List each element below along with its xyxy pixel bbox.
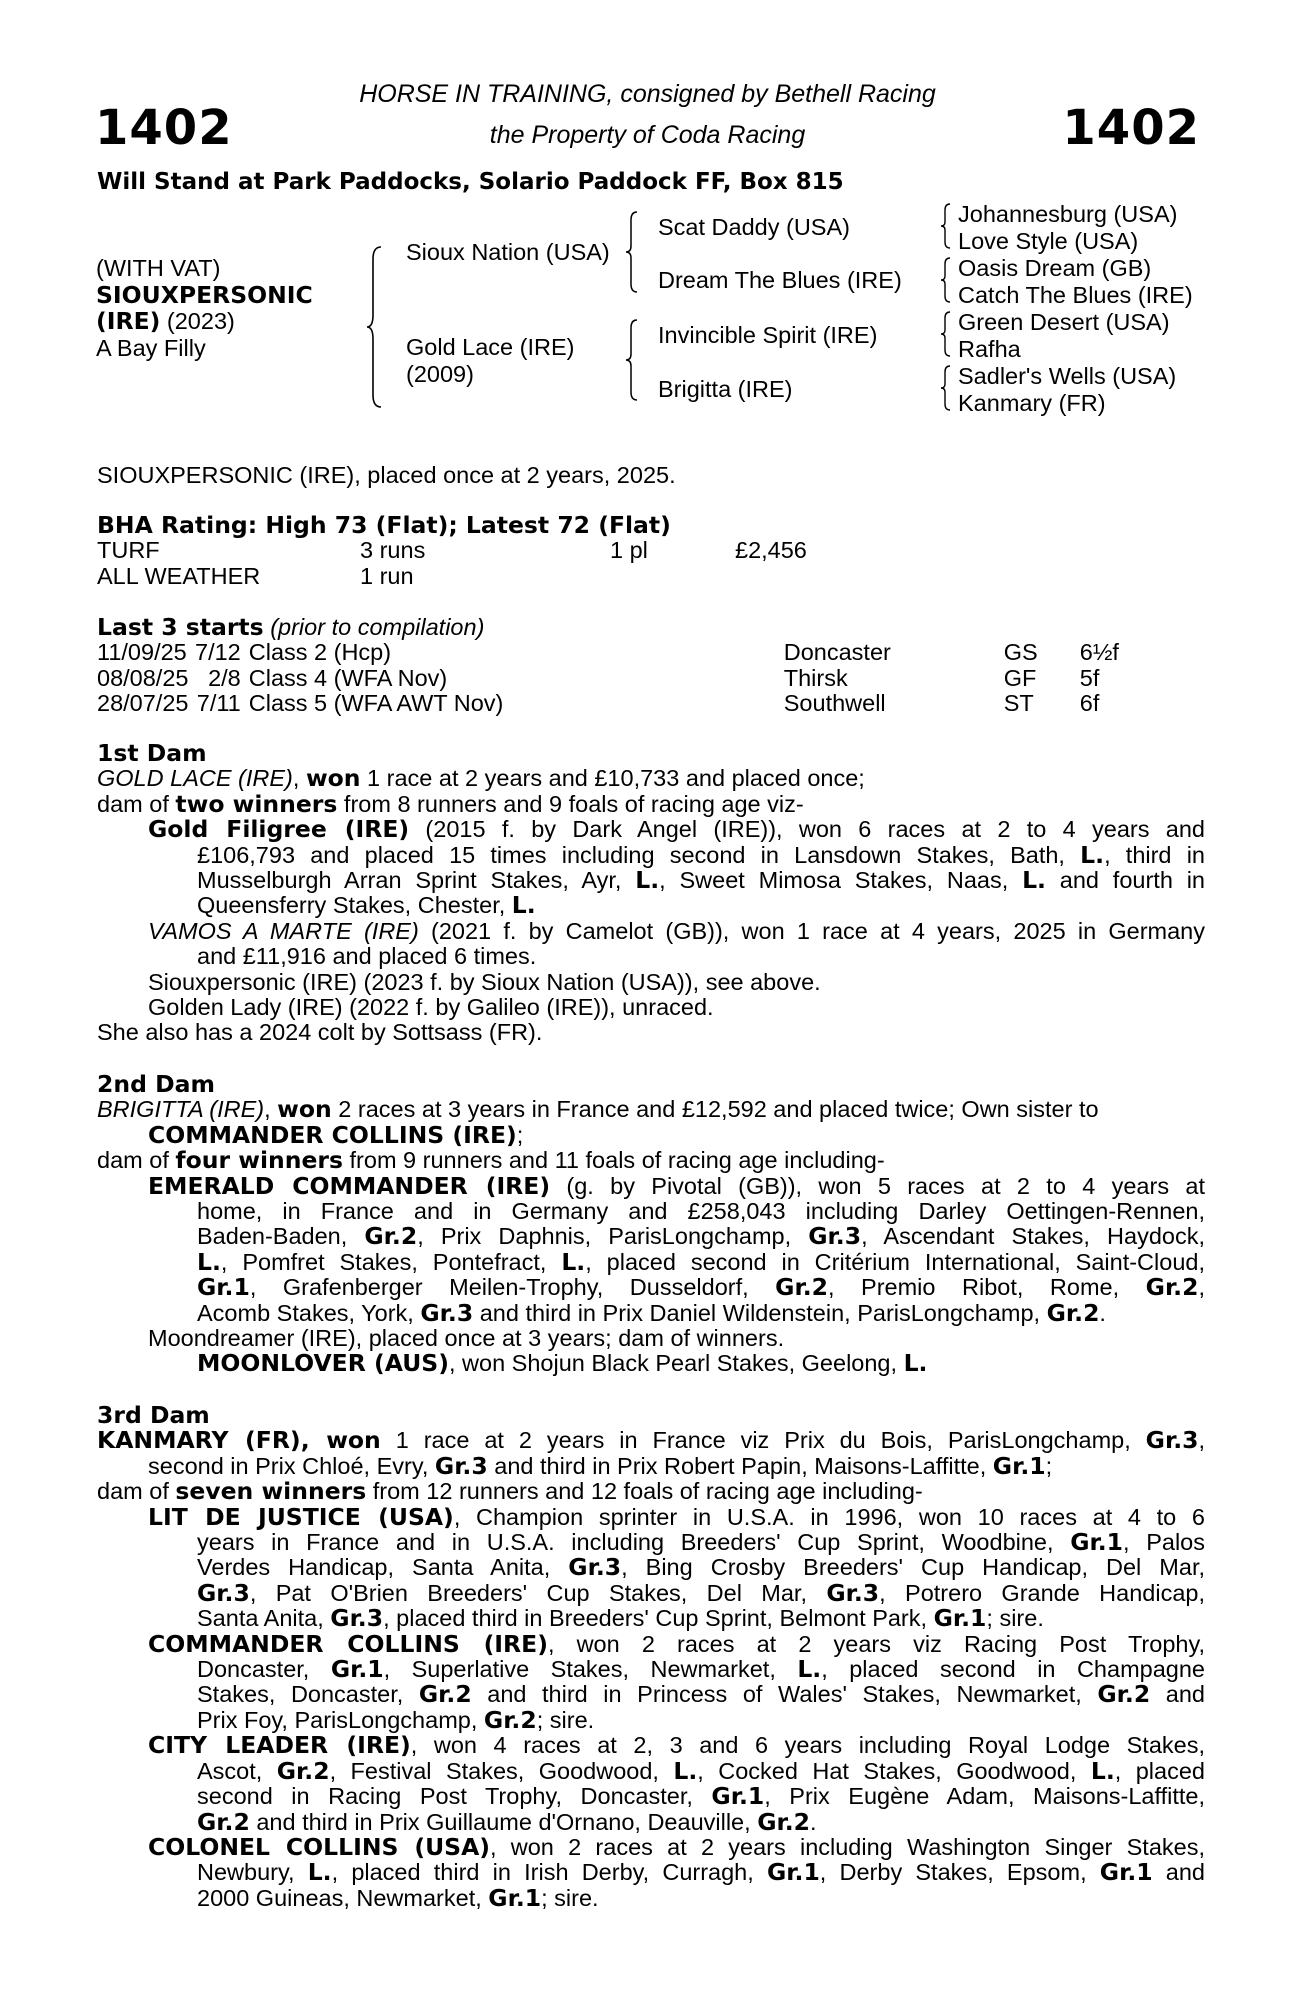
text: , xyxy=(1198,1274,1205,1301)
text: , won 2 races at 2 years viz Racing Post Trophy, xyxy=(547,1630,1205,1657)
dam-dam: Brigitta (IRE) xyxy=(658,376,793,402)
list-item-cont xyxy=(97,1705,1205,1734)
sire-sire: Scat Daddy (USA) xyxy=(658,214,850,240)
text: , Cocked Hat Stakes, Goodwood, xyxy=(697,1757,1091,1784)
list-item xyxy=(97,1171,1205,1200)
prize xyxy=(735,564,807,589)
ped-dds: Sadler's Wells (USA) xyxy=(958,363,1177,389)
produce-line xyxy=(97,1148,1205,1173)
text: . xyxy=(810,1808,817,1835)
won-label: won xyxy=(277,1095,332,1124)
grade: Gr.2 xyxy=(276,1756,330,1785)
list-item-cont xyxy=(97,1224,1205,1249)
grade: L. xyxy=(1080,840,1105,869)
text: , third in xyxy=(1104,841,1205,868)
brace-ss xyxy=(940,202,952,250)
grade: L. xyxy=(673,1756,698,1785)
grade: L. xyxy=(197,1247,221,1276)
brace-ds xyxy=(940,310,952,358)
section-heading: 3rd Dam xyxy=(97,1401,210,1429)
grade: Gr.2 xyxy=(483,1705,537,1734)
first-dam-section xyxy=(97,741,1205,1046)
produce-name: COLONEL COLLINS (USA) xyxy=(148,1832,490,1861)
start-race: Class 4 (WFA Nov) xyxy=(248,664,448,691)
grade: Gr.2 xyxy=(364,1222,418,1251)
text: 2000 Guineas, Newmarket, xyxy=(197,1884,489,1911)
grade: L. xyxy=(635,866,660,895)
table-row xyxy=(97,564,807,589)
grade: Gr.3 xyxy=(330,1604,384,1633)
text: £106,793 and placed 15 times including second in Lansdown Stakes, Bath, xyxy=(197,841,1081,868)
winners-count: four winners xyxy=(175,1146,343,1175)
start-date: 11/09/25 xyxy=(97,639,187,666)
table-row xyxy=(97,538,807,563)
text: , placed third in Irish Derby, Curragh, xyxy=(331,1859,767,1886)
sire-dam: Dream The Blues (IRE) xyxy=(658,267,902,293)
produce-name: CITY LEADER (IRE) xyxy=(148,1731,411,1760)
text: , Festival Stakes, Goodwood, xyxy=(329,1757,674,1784)
start-date: 08/08/25 xyxy=(97,664,189,691)
text: dam of xyxy=(97,1478,176,1505)
ped-dsd: Rafha xyxy=(958,336,1021,362)
grade: Gr.3 xyxy=(420,1298,474,1327)
ped-sdd: Catch The Blues (IRE) xyxy=(958,282,1193,308)
grade: L. xyxy=(797,1655,822,1684)
start-position: 2/8 xyxy=(208,664,241,691)
produce-line xyxy=(97,789,1205,818)
text: , xyxy=(1198,1427,1206,1454)
start-position: 7/12 xyxy=(195,639,241,666)
grade: Gr.1 xyxy=(992,1451,1046,1480)
text: and third in Prix Daniel Wildenstein, ParisLongchamp, xyxy=(473,1299,1047,1326)
horse-origin xyxy=(96,308,313,335)
produce-name: LIT DE JUSTICE (USA) xyxy=(148,1502,454,1531)
grade: L. xyxy=(561,1247,586,1276)
grade: Gr.1 xyxy=(197,1273,250,1302)
ped-ssd: Love Style (USA) xyxy=(958,228,1139,254)
text: , Ascendant Stakes, Haydock, xyxy=(861,1223,1205,1250)
list-item-cont xyxy=(97,1883,1205,1912)
list-item-cont xyxy=(97,1247,1205,1276)
text: , Derby Stakes, Epsom, xyxy=(819,1859,1100,1886)
grade: Gr.3 xyxy=(808,1222,862,1251)
produce-line xyxy=(97,1479,1205,1504)
text: ; sire. xyxy=(536,1706,595,1733)
text: and third in Prix Robert Papin, Maisons-Laffitte, xyxy=(487,1452,993,1479)
list-item xyxy=(97,1832,1205,1861)
table-row xyxy=(97,691,1119,716)
grade: Gr.2 xyxy=(1046,1298,1100,1327)
won-label: won xyxy=(326,1426,381,1455)
text: Prix Foy, ParisLongchamp, xyxy=(197,1706,484,1733)
grade: L. xyxy=(903,1349,928,1378)
text: Verdes Handicap, Santa Anita, xyxy=(197,1554,569,1581)
text: , placed third in Breeders' Cup Sprint, Belmont Park, xyxy=(383,1605,934,1632)
section-heading: 1st Dam xyxy=(97,739,207,767)
grade: Gr.1 xyxy=(766,1858,820,1887)
list-item xyxy=(97,1502,1205,1531)
stand-location: Will Stand at Park Paddocks, Solario Paddock FF, Box 815 xyxy=(97,169,844,195)
grade: Gr.1 xyxy=(1070,1528,1124,1557)
race-summary: SIOUXPERSONIC (IRE), placed once at 2 years, 2025. xyxy=(97,462,676,488)
text: Newbury, xyxy=(197,1859,308,1886)
text: dam of xyxy=(97,790,176,817)
list-item-cont xyxy=(97,1578,1205,1607)
grade: Gr.1 xyxy=(488,1883,542,1912)
text: (2021 f. by Camelot (GB)), won 1 race at 4 years, 2025 in Germany xyxy=(418,917,1206,944)
list-item xyxy=(97,1629,1205,1658)
text: . xyxy=(1099,1299,1106,1326)
grade: Gr.3 xyxy=(1145,1426,1199,1455)
text: and third in Princess of Wales' Stakes, Newmarket, xyxy=(471,1681,1098,1708)
ped-sds: Oasis Dream (GB) xyxy=(958,255,1152,281)
text: second in Racing Post Trophy, Doncaster, xyxy=(197,1783,712,1810)
list-item-cont xyxy=(97,1530,1205,1555)
list-item xyxy=(97,919,1205,944)
text: , xyxy=(264,1096,278,1123)
grade: Gr.2 xyxy=(775,1273,828,1302)
produce-name: MOONLOVER (AUS) xyxy=(197,1349,449,1378)
dam-line xyxy=(97,1097,1205,1122)
text: ; xyxy=(516,1121,524,1148)
last-starts-heading: Last 3 starts xyxy=(97,613,264,641)
list-item-cont xyxy=(97,1555,1205,1580)
text: , Prix Eugène Adam, Maisons-Laffitte, xyxy=(764,1783,1205,1810)
grade: Gr.2 xyxy=(757,1807,810,1836)
brace-sd xyxy=(940,256,952,304)
text: , Superlative Stakes, Newmarket, xyxy=(383,1656,798,1683)
start-course: Thirsk xyxy=(783,664,848,691)
text: Stakes, Doncaster, xyxy=(197,1681,419,1708)
list-item: Moondreamer (IRE), placed once at 3 years; dam of winners. xyxy=(148,1325,785,1352)
text: , Palos xyxy=(1123,1529,1205,1556)
grade: Gr.2 xyxy=(197,1807,250,1836)
list-item-cont xyxy=(97,1756,1205,1785)
text: , placed second in Critérium International, Saint-Cloud, xyxy=(585,1248,1205,1275)
horse-name: SIOUXPERSONIC xyxy=(96,280,313,309)
start-race: Class 5 (WFA AWT Nov) xyxy=(248,690,504,717)
won-label: won xyxy=(305,764,361,793)
rating-heading: BHA Rating: High 73 (Flat); Latest 72 (Flat) xyxy=(97,511,671,539)
start-going: GS xyxy=(1003,639,1038,666)
dam-name: BRIGITTA (IRE) xyxy=(97,1096,265,1123)
list-item xyxy=(97,817,1205,842)
dam-name: GOLD LACE (IRE) xyxy=(97,765,293,792)
text: , placed second in Champagne xyxy=(821,1656,1205,1683)
text: , won 2 races at 2 years including Washington Singer Stakes, xyxy=(490,1833,1205,1860)
start-distance: 5f xyxy=(1079,664,1100,691)
grade: Gr.3 xyxy=(826,1578,880,1607)
start-going: GF xyxy=(1003,664,1037,691)
text: Ascot, xyxy=(197,1757,277,1784)
list-item-cont xyxy=(97,1298,1205,1327)
grade: Gr.1 xyxy=(1099,1858,1153,1887)
text: , Pomfret Stakes, Pontefract, xyxy=(220,1248,562,1275)
placed: 1 pl xyxy=(610,537,648,564)
surface: ALL WEATHER xyxy=(97,562,261,589)
ped-ddd: Kanmary (FR) xyxy=(958,390,1106,416)
produce-name: Gold Filigree (IRE) xyxy=(148,815,410,844)
list-item-cont xyxy=(97,893,1205,918)
grade: Gr.2 xyxy=(1097,1680,1151,1709)
runs: 3 runs xyxy=(360,537,426,564)
grade: Gr.2 xyxy=(1145,1273,1199,1302)
text: from 12 runners and 12 foals of racing age including- xyxy=(366,1478,923,1505)
dam-name: Gold Lace (IRE) xyxy=(406,334,575,360)
rating-table xyxy=(97,538,807,589)
start-distance: 6½f xyxy=(1079,639,1119,666)
text: Musselburgh Arran Sprint Stakes, Ayr, xyxy=(197,867,636,894)
dam-line xyxy=(97,1428,1205,1453)
list-item-cont xyxy=(97,1682,1205,1707)
sire-brace xyxy=(625,210,639,295)
property-line: the Property of Coda Racing xyxy=(489,121,806,149)
also-note: She also has a 2024 colt by Sottsass (FR). xyxy=(97,1019,543,1046)
text: , Premio Ribot, Rome, xyxy=(827,1274,1146,1301)
text: , won Shojun Black Pearl Stakes, Geelong, xyxy=(448,1350,904,1377)
lot-number-left: 1402 xyxy=(95,100,233,156)
text: , Prix Daphnis, ParisLongchamp, xyxy=(417,1223,809,1250)
grade: Gr.1 xyxy=(711,1782,765,1811)
text: Baden-Baden, xyxy=(197,1223,365,1250)
text: , placed xyxy=(1114,1757,1205,1784)
horse-country: (IRE) xyxy=(96,307,161,335)
grade: L. xyxy=(1090,1756,1115,1785)
sister-line xyxy=(97,1120,1205,1149)
second-dam-section xyxy=(97,1072,1205,1377)
text: 1 race at 2 years and £10,733 and placed once; xyxy=(360,765,865,792)
list-item-cont xyxy=(97,1275,1205,1300)
winners-count: seven winners xyxy=(175,1477,367,1506)
sibling-name: COMMANDER COLLINS (IRE) xyxy=(148,1120,517,1149)
text: ; sire. xyxy=(541,1884,599,1911)
grade: Gr.2 xyxy=(418,1680,472,1709)
dam-brace xyxy=(625,318,639,403)
text: , won 4 races at 2, 3 and 6 years including Royal Lodge Stakes, xyxy=(410,1732,1205,1759)
list-item-cont xyxy=(97,868,1205,893)
produce-name: VAMOS A MARTE (IRE) xyxy=(148,917,419,944)
text: , xyxy=(292,765,306,792)
text: , Bing Crosby Breeders' Cup Handicap, Del Mar, xyxy=(621,1554,1206,1581)
dam-year: (2009) xyxy=(406,361,474,387)
grade: Gr.1 xyxy=(933,1604,987,1633)
text: from 9 runners and 11 foals of racing age including- xyxy=(343,1147,885,1174)
list-item-cont xyxy=(97,840,1205,869)
placed xyxy=(610,564,735,589)
winners-count: two winners xyxy=(175,789,338,818)
start-distance: 6f xyxy=(1079,690,1100,717)
text: , Potrero Grande Handicap, xyxy=(879,1579,1205,1606)
start-position: 7/11 xyxy=(196,690,241,717)
start-going: ST xyxy=(1003,690,1034,717)
start-course: Southwell xyxy=(783,690,886,717)
brace-dd xyxy=(940,364,952,412)
text: (2015 f. by Dark Angel (IRE)), won 6 races at 2 to 4 years and xyxy=(409,816,1205,843)
list-item: Siouxpersonic (IRE) (2023 f. by Sioux Nation (USA)), see above. xyxy=(148,968,821,995)
ped-sss: Johannesburg (USA) xyxy=(958,201,1178,227)
list-item-cont xyxy=(97,1860,1205,1885)
text: (g. by Pivotal (GB)), won 5 races at 2 to 4 years at xyxy=(550,1172,1205,1199)
text: dam of xyxy=(97,1147,176,1174)
grade: L. xyxy=(1022,866,1046,895)
last-starts-section xyxy=(97,615,1205,717)
list-item-cont xyxy=(97,1807,1205,1836)
dam-sire: Invincible Spirit (IRE) xyxy=(658,322,878,348)
dam-line-cont xyxy=(97,1451,1205,1480)
text: from 8 runners and 9 foals of racing age viz- xyxy=(337,790,804,817)
grade: Gr.3 xyxy=(568,1553,622,1582)
section-heading: 2nd Dam xyxy=(97,1070,215,1098)
text: years in France and in U.S.A. including Breeders' Cup Sprint, Woodbine, xyxy=(197,1529,1071,1556)
text: Santa Anita, xyxy=(197,1605,331,1632)
list-item-cont xyxy=(97,1351,1205,1376)
grade: L. xyxy=(511,891,536,920)
text: , xyxy=(300,1426,327,1455)
prize: £2,456 xyxy=(735,537,807,564)
text: and third in Prix Guillaume d'Ornano, Deauville, xyxy=(249,1808,758,1835)
grade: L. xyxy=(307,1858,332,1887)
text: Doncaster, xyxy=(197,1656,331,1683)
text: , Grafenberger Meilen-Trophy, Dusseldorf, xyxy=(249,1274,776,1301)
dam-line xyxy=(97,766,1205,791)
lot-number-right: 1402 xyxy=(1062,100,1200,156)
grade: Gr.1 xyxy=(330,1655,384,1684)
text: , Champion sprinter in U.S.A. in 1996, won 10 races at 4 to 6 xyxy=(453,1503,1205,1530)
runs: 1 run xyxy=(360,562,414,589)
start-course: Doncaster xyxy=(783,639,891,666)
list-item xyxy=(97,1733,1205,1758)
horse-year: (2023) xyxy=(166,308,235,334)
pedigree-brace-main xyxy=(365,245,385,410)
list-item-cont: home, in France and in Germany and £258,043 including Darley Oettingen-Rennen, xyxy=(197,1198,1205,1225)
text: ; xyxy=(1045,1452,1053,1479)
text: Queensferry Stakes, Chester, xyxy=(197,892,512,919)
last-starts-note: (prior to compilation) xyxy=(270,614,485,640)
text: , Pat O'Brien Breeders' Cup Stakes, Del Mar, xyxy=(249,1579,827,1606)
list-item-cont xyxy=(97,1606,1205,1631)
surface: TURF xyxy=(97,537,160,564)
text: and xyxy=(1152,1859,1206,1886)
horse-description: A Bay Filly xyxy=(96,334,206,361)
dam-name: KANMARY (FR) xyxy=(97,1426,301,1455)
rating-section xyxy=(97,513,1205,589)
text: second in Prix Chloé, Evry, xyxy=(148,1452,435,1479)
list-item-cont: and £11,916 and placed 6 times. xyxy=(197,943,537,970)
last-starts-heading-line xyxy=(97,615,1205,640)
horse-identity xyxy=(96,255,313,361)
third-dam-section xyxy=(97,1403,1205,1911)
vat-note: (WITH VAT) xyxy=(96,255,221,281)
text: , Sweet Mimosa Stakes, Naas, xyxy=(659,867,1023,894)
produce-name: COMMANDER COLLINS (IRE) xyxy=(148,1629,548,1658)
table-row xyxy=(97,640,1119,665)
start-date: 28/07/25 xyxy=(97,690,189,717)
last-starts-table xyxy=(97,640,1119,716)
consignor-line: HORSE IN TRAINING, consigned by Bethell Racing xyxy=(359,80,936,108)
text: and fourth in xyxy=(1045,867,1205,894)
text: Acomb Stakes, York, xyxy=(197,1299,421,1326)
text: 1 race at 2 years in France viz Prix du Bois, ParisLongchamp, xyxy=(380,1427,1146,1454)
sire-name: Sioux Nation (USA) xyxy=(406,239,610,265)
text: 2 races at 3 years in France and £12,592 and placed twice; Own sister to xyxy=(331,1096,1099,1123)
produce-name: EMERALD COMMANDER (IRE) xyxy=(148,1171,551,1200)
text: and xyxy=(1150,1681,1205,1708)
text: ; sire. xyxy=(986,1605,1044,1632)
table-row xyxy=(97,666,1119,691)
ped-dss: Green Desert (USA) xyxy=(958,309,1170,335)
grade: Gr.3 xyxy=(197,1578,250,1607)
list-item-cont xyxy=(97,1657,1205,1682)
start-race: Class 2 (Hcp) xyxy=(248,639,392,666)
grade: Gr.3 xyxy=(434,1451,488,1480)
list-item: Golden Lady (IRE) (2022 f. by Galileo (IRE)), unraced. xyxy=(148,994,714,1021)
list-item-cont xyxy=(97,1784,1205,1809)
